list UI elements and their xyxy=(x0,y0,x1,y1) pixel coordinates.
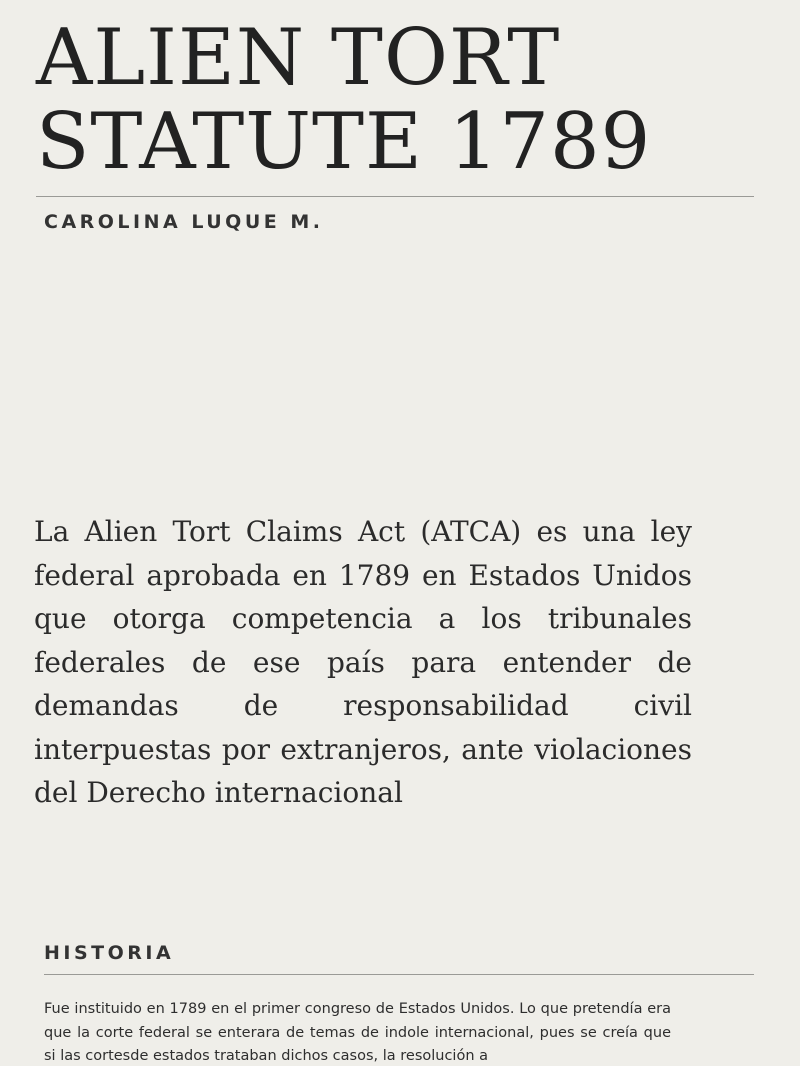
document-title xyxy=(36,13,776,187)
title-line-2: STATUTE 1789 xyxy=(36,97,652,187)
section-divider xyxy=(44,974,754,975)
section-heading-historia: HISTORIA xyxy=(44,942,175,964)
title-line-1: ALIEN TORT xyxy=(36,13,561,103)
section-body-historia: Fue instituido en 1789 en el primer congreso de Estados Unidos. Lo que pretendía era que la corte federal se enterara de temas de indole internacional, pues se creía que si las cortesde estados trataban dichos casos, la resolución a xyxy=(44,1001,671,1064)
author-name: CAROLINA LUQUE M. xyxy=(44,211,324,233)
title-divider xyxy=(36,196,754,197)
intro-paragraph: La Alien Tort Claims Act (ATCA) es una ley federal aprobada en 1789 en Estados Unidos que otorga competencia a los tribunales federales de ese país para entender de demandas de responsabilidad civil interpuestas por extranjeros, ante violaciones del Derecho internacional xyxy=(34,515,692,809)
